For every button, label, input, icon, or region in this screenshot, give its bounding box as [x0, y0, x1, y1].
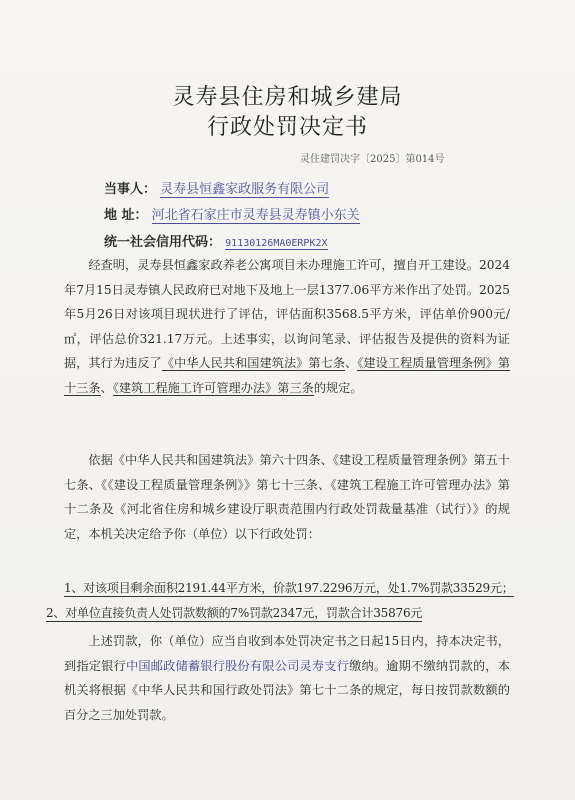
facts-sep-2: 、: [100, 380, 113, 395]
document-number: 灵住建罚决字〔2025〕第014号: [300, 154, 445, 165]
payment-paragraph: [64, 629, 510, 727]
penalty-item-1: 1、对该项目剩余面积2191.44平方米，价款197.2296万元，处1.7%罚款33529元；: [64, 581, 514, 595]
party-value: 灵寿县恒鑫家政服务有限公司: [160, 182, 330, 197]
basis-paragraph: 依据《中华人民共和国建筑法》第六十四条、《建设工程质量管理条例》第五十七条、《《建设工程质量管理条例》》第七十三条、《建筑工程施工许可管理办法》第十二条及《河北省住房和城乡建设厅职责范围内行政处罚裁量基准（试行）》的规定，本机关决定给予你（单位）以下行政处罚：: [64, 453, 510, 541]
address-field: [104, 204, 360, 223]
facts-paragraph: [64, 253, 510, 400]
document-title-line2: 行政处罚决定书: [206, 115, 368, 140]
payment-text-cont: 缴纳。逾期不缴纳罚款的，本机关将根据《中华人民共和国行政处罚法》第七十二条的规定，每日按罚款数额的百分之三加处罚款。: [64, 658, 511, 722]
credit-code-field: [104, 231, 328, 250]
address-value: 河北省石家庄市灵寿县灵寿镇小东关: [151, 208, 360, 223]
facts-sep-1: 、: [345, 356, 358, 370]
party-field: [104, 178, 329, 197]
penalty-item-2: 2、对单位直接负责人处罚款数额的7%罚款2347元，罚款合计35876元: [46, 606, 423, 620]
bank-name: 中国邮政储蓄银行股份有限公司灵寿支行: [125, 658, 350, 673]
facts-text: 经查明，灵寿县恒鑫家政养老公寓项目未办理施工许可，擅自开工建设。2024年7月15日灵寿镇人民政府已对地下及地上一层1377.06平方米作出了处罚。2025年5月26日对该项目现状进行了评估，评估面积3568.5平方米，评估单价900元/㎡，评估总价321.17万元。上述事实，以询问笔录、评估报告及提供的资料为证据，其行为违反了: [64, 258, 510, 370]
party-label: 当事人：: [104, 182, 157, 197]
law-citation-1: 《中华人民共和国建筑法》第七条: [161, 356, 346, 370]
law-citation-3: 《建筑工程施工许可管理办法》第三条: [112, 380, 314, 395]
document-title-line1: 灵寿县住房和城乡建局: [172, 85, 403, 110]
credit-code-value: 91130126MA0ERPK2X: [225, 238, 328, 249]
payment-text: 上述罚款，你（单位）应当自收到本处罚决定书之日起15日内，持本决定书，到指定银行: [64, 634, 510, 673]
law-citation-2: 《建设工程质量管理条例》第十三条: [64, 356, 511, 395]
address-label: 地 址：: [104, 208, 148, 223]
facts-end: 的规定。: [313, 380, 363, 395]
credit-code-label: 统一社会信用代码：: [104, 235, 222, 250]
